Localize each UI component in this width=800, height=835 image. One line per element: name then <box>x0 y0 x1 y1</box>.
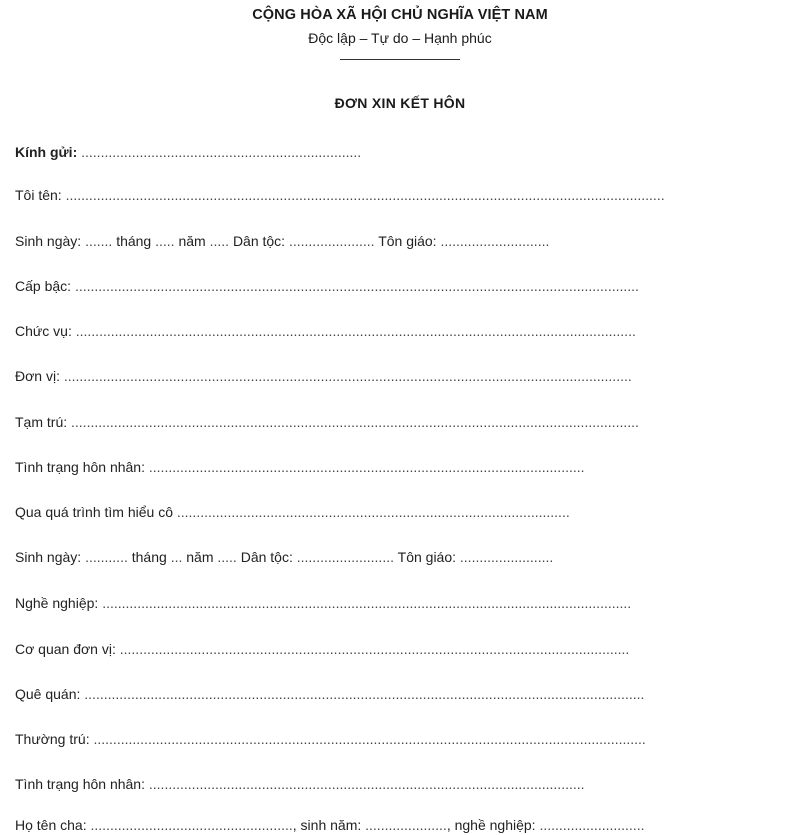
dob2-year-blank: ..... <box>217 549 237 565</box>
don-vi-blank: .................................................................................................................................................. <box>63 368 632 384</box>
ten-label: Tôi tên: <box>15 187 62 203</box>
chuc-vu-label: Chức vụ: <box>15 323 72 339</box>
dob2-ethnic-blank: ......................... <box>296 549 394 565</box>
que-quan-blank: ................................................................................................................................................ <box>84 686 645 702</box>
cap-bac-line <box>15 277 639 295</box>
header-divider <box>340 59 460 60</box>
tam-tru-label: Tạm trú: <box>15 414 68 430</box>
dob2-month-blank: ... <box>170 549 183 565</box>
cha-job-label: nghề nghiệp: <box>454 817 536 833</box>
dob2-religion-label: Tôn giáo: <box>397 549 457 565</box>
dob1-month-blank: ..... <box>155 233 175 249</box>
dob2-day-blank: ........... <box>85 549 128 565</box>
ten-blank: .......................................................................................................................................................... <box>65 187 665 203</box>
dob2-ethnic-label: Dân tộc: <box>240 549 293 565</box>
kinh-gui-label: Kính gửi: <box>15 144 78 160</box>
dob2-line <box>15 548 553 566</box>
hon-nhan2-label: Tình trạng hôn nhân: <box>15 776 145 792</box>
tam-tru-line <box>15 413 639 431</box>
tim-hieu-label: Qua quá trình tìm hiểu cô <box>15 504 173 520</box>
cap-bac-blank: ................................................................................................................................................. <box>74 278 639 294</box>
thuong-tru-line <box>15 730 646 748</box>
hon-nhan2-blank: ................................................................................................................ <box>148 776 585 792</box>
co-quan-line <box>15 640 629 658</box>
dob1-ethnic-label: Dân tộc: <box>232 233 286 249</box>
dob2-religion-blank: ........................ <box>459 549 554 565</box>
dob1-religion-label: Tôn giáo: <box>378 233 437 249</box>
dob1-day-label: Sinh ngày: <box>15 233 82 249</box>
nation-heading: CỘNG HÒA XÃ HỘI CHỦ NGHĨA VIỆT NAM <box>252 7 548 23</box>
dob1-year-label: năm <box>178 233 206 249</box>
co-quan-label: Cơ quan đơn vị: <box>15 641 116 657</box>
motto: Độc lập – Tự do – Hạnh phúc <box>308 30 492 46</box>
hon-nhan2-line <box>15 775 585 793</box>
dob1-day-blank: ....... <box>85 233 113 249</box>
dob1-line <box>15 232 549 250</box>
dob2-year-label: năm <box>186 549 214 565</box>
thuong-tru-blank: .............................................................................................................................................. <box>93 731 646 747</box>
co-quan-blank: ................................................................................................................................... <box>119 641 630 657</box>
tim-hieu-line <box>15 503 570 521</box>
hon-nhan1-line <box>15 458 585 476</box>
cha-line: Họ tên cha: ...................................................., sinh năm: ....................., nghề nghiệp: ........................... <box>15 817 645 833</box>
cha-birth-blank: ..................... <box>365 817 447 833</box>
nghe-nghiep-label: Nghề nghiệp: <box>15 595 99 611</box>
dob1-ethnic-blank: ...................... <box>288 233 375 249</box>
kinh-gui-line <box>15 143 361 161</box>
dob1-religion-blank: ............................ <box>440 233 550 249</box>
dob2-month-label: tháng <box>131 549 167 565</box>
chuc-vu-line <box>15 322 636 340</box>
hon-nhan1-blank: ................................................................................................................ <box>148 459 585 475</box>
cap-bac-label: Cấp bậc: <box>15 278 72 294</box>
form-title: ĐƠN XIN KẾT HÔN <box>334 95 466 111</box>
nghe-nghiep-line <box>15 594 631 612</box>
don-vi-label: Đơn vị: <box>15 368 60 384</box>
tim-hieu-blank: ..................................................................................................... <box>176 504 570 520</box>
cha-birth-label: sinh năm: <box>300 817 362 833</box>
cha-name-label: Họ tên cha: <box>15 817 87 833</box>
kinh-gui-blank: ........................................................................ <box>81 144 362 160</box>
dob1-month-label: tháng <box>116 233 152 249</box>
chuc-vu-blank: ................................................................................................................................................ <box>75 323 636 339</box>
thuong-tru-label: Thường trú: <box>15 731 90 747</box>
ten-line <box>15 186 665 204</box>
cha-job-blank: ........................... <box>539 817 645 833</box>
dob2-day-label: Sinh ngày: <box>15 549 82 565</box>
hon-nhan1-label: Tình trạng hôn nhân: <box>15 459 145 475</box>
dob1-year-blank: ..... <box>209 233 230 249</box>
que-quan-line <box>15 685 644 703</box>
nghe-nghiep-blank: ........................................................................................................................................ <box>102 595 632 611</box>
tam-tru-blank: .................................................................................................................................................. <box>71 414 639 430</box>
cha-name-blank: .................................................... <box>90 817 293 833</box>
don-vi-line <box>15 367 632 385</box>
que-quan-label: Quê quán: <box>15 686 81 702</box>
